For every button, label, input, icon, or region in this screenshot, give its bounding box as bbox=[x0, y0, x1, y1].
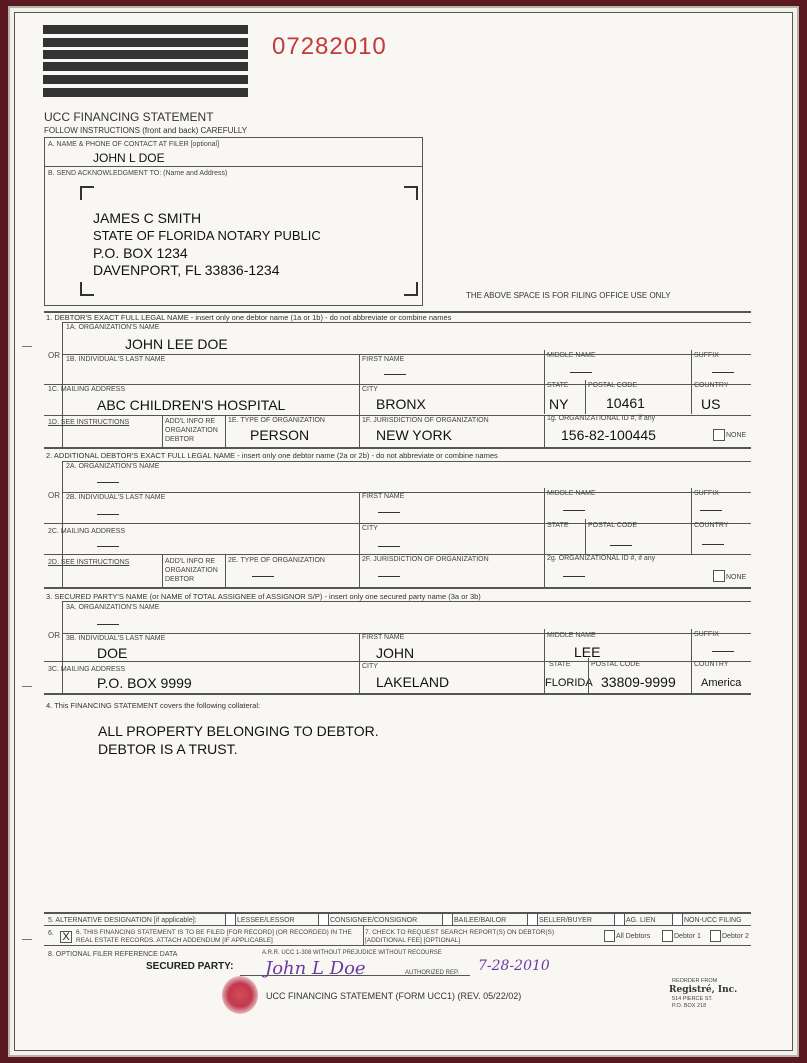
debtor-none-checkbox[interactable] bbox=[713, 429, 725, 441]
secured-country-label: COUNTRY bbox=[694, 661, 729, 668]
debtor-title: 1. DEBTOR'S EXACT FULL LEGAL NAME - insert only one debtor name (1a or 1b) - do not abbreviate or combine names bbox=[46, 313, 452, 322]
blank-dash bbox=[97, 624, 119, 625]
addl-none-label: NONE bbox=[726, 574, 747, 581]
divider bbox=[691, 488, 692, 523]
debtor-org-label: 1A. ORGANIZATION'S NAME bbox=[66, 324, 160, 331]
debtor-postal-value[interactable]: 10461 bbox=[606, 395, 645, 411]
divider bbox=[363, 925, 364, 945]
divider bbox=[44, 945, 751, 946]
checkbox[interactable] bbox=[604, 930, 615, 942]
alt-option: NON-UCC FILING bbox=[684, 917, 742, 924]
debtor-none-label: NONE bbox=[726, 432, 747, 439]
section-rule bbox=[44, 693, 751, 695]
divider bbox=[544, 488, 545, 523]
corner-mark bbox=[80, 186, 94, 200]
debtor-orgid-value[interactable]: 156-82-100445 bbox=[561, 427, 656, 443]
debtor-juris-label: 1F. JURISDICTION OF ORGANIZATION bbox=[362, 417, 489, 424]
divider bbox=[162, 554, 163, 587]
margin-tick bbox=[22, 346, 32, 347]
addl-city-label: CITY bbox=[362, 525, 378, 532]
divider bbox=[544, 350, 545, 384]
real-estate-label: 6. THIS FINANCING STATEMENT IS TO BE FILED [FOR RECORD] (OR RECORDED) IN THE REAL ESTATE RECORDS. ATTACH ADDENDUM [IF APPLICABLE] bbox=[76, 929, 352, 944]
or-label: OR bbox=[48, 631, 60, 640]
search-report-label: 7. CHECK TO REQUEST SEARCH REPORT(S) ON DEBTOR(S) [ADDITIONAL FEE] [OPTIONAL] bbox=[365, 929, 555, 944]
blank-dash bbox=[563, 576, 585, 577]
secured-postal-label: POSTAL CODE bbox=[591, 661, 641, 668]
blank-dash bbox=[97, 482, 119, 483]
addl-postal-label: POSTAL CODE bbox=[588, 522, 638, 529]
header-bar bbox=[43, 50, 248, 59]
blank-dash bbox=[700, 510, 722, 511]
divider bbox=[62, 601, 63, 693]
divider bbox=[62, 322, 751, 323]
blank-dash bbox=[610, 545, 632, 546]
blank-dash bbox=[378, 546, 400, 547]
signature-date[interactable]: 7-28-2010 bbox=[478, 958, 550, 974]
alt-designation-label: 5. ALTERNATIVE DESIGNATION [if applicable]: bbox=[48, 917, 197, 924]
secured-last-value[interactable]: DOE bbox=[97, 645, 128, 661]
debtor-last-label: 1B. INDIVIDUAL'S LAST NAME bbox=[66, 356, 166, 363]
form-title: UCC FINANCING STATEMENT bbox=[44, 110, 214, 124]
addl-middle-label: MIDDLE NAME bbox=[547, 490, 596, 497]
debtor-postal-label: POSTAL CODE bbox=[588, 382, 638, 389]
debtor-org-value[interactable]: JOHN LEE DOE bbox=[125, 336, 228, 352]
debtor-mail-label: 1C. MAILING ADDRESS bbox=[48, 386, 126, 393]
alt-option: AG. LIEN bbox=[626, 917, 656, 924]
secured-title: 3. SECURED PARTY'S NAME (or NAME of TOTAL ASSIGNEE of ASSIGNOR S/P) - insert only one secured party name (3a or 3b) bbox=[46, 592, 481, 601]
blank-dash bbox=[378, 512, 400, 513]
divider bbox=[691, 350, 692, 384]
checkbox[interactable] bbox=[710, 930, 721, 942]
divider bbox=[585, 519, 586, 554]
debtor-suffix-label: SUFFIX bbox=[694, 352, 719, 359]
addl-mail-label: 2C. MAILING ADDRESS bbox=[48, 528, 126, 535]
thumbprint-icon bbox=[222, 976, 258, 1014]
company-address-1: 514 PIERCE ST. bbox=[672, 996, 713, 1002]
divider bbox=[44, 661, 751, 662]
divider bbox=[359, 492, 360, 587]
addl-org-label: 2A. ORGANIZATION'S NAME bbox=[66, 463, 160, 470]
secured-first-value[interactable]: JOHN bbox=[376, 645, 415, 661]
divider bbox=[44, 384, 751, 385]
addl-orgid-label: 2g. ORGANIZATIONAL ID #, if any bbox=[547, 555, 656, 562]
filing-office-note: THE ABOVE SPACE IS FOR FILING OFFICE USE ONLY bbox=[466, 291, 671, 300]
debtor-option: All Debtors bbox=[616, 933, 651, 940]
secured-country-value[interactable]: America bbox=[701, 677, 742, 689]
secured-first-label: FIRST NAME bbox=[362, 634, 405, 641]
alt-option: SELLER/BUYER bbox=[539, 917, 592, 924]
debtor-middle-label: MIDDLE NAME bbox=[547, 352, 596, 359]
collateral-line1[interactable]: ALL PROPERTY BELONGING TO DEBTOR. bbox=[98, 723, 379, 739]
addl-debtor-title: 2. ADDITIONAL DEBTOR'S EXACT FULL LEGAL NAME - insert only one debtor name (2a or 2b) - do not abbreviate or combine names bbox=[46, 451, 498, 460]
blank-dash bbox=[252, 576, 274, 577]
or-label: OR bbox=[48, 491, 60, 500]
divider bbox=[544, 380, 545, 414]
header-bar bbox=[43, 25, 248, 34]
blank-dash bbox=[97, 514, 119, 515]
corner-mark bbox=[404, 186, 418, 200]
debtor-state-label: STATE bbox=[547, 382, 569, 389]
blank-dash bbox=[384, 374, 406, 375]
debtor-country-label: COUNTRY bbox=[694, 382, 729, 389]
reorder-label: REORDER FROM bbox=[672, 978, 718, 984]
section-rule bbox=[44, 587, 751, 589]
header-bar bbox=[43, 75, 248, 84]
signature[interactable]: John L Doe bbox=[265, 958, 366, 979]
divider bbox=[44, 523, 751, 524]
real-estate-checkbox[interactable]: X bbox=[60, 931, 72, 943]
blank-dash bbox=[702, 544, 724, 545]
blank-dash bbox=[570, 372, 592, 373]
alt-option: LESSEE/LESSOR bbox=[237, 917, 295, 924]
divider bbox=[544, 519, 545, 554]
secured-last-label: 3B. INDIVIDUAL'S LAST NAME bbox=[66, 635, 166, 642]
divider bbox=[691, 380, 692, 414]
debtor-option: Debtor 1 bbox=[674, 933, 701, 940]
debtor-orgid-label: 1g. ORGANIZATIONAL ID #, if any bbox=[547, 415, 656, 422]
debtor-first-label: FIRST NAME bbox=[362, 356, 405, 363]
divider bbox=[62, 461, 63, 587]
secured-mail-value[interactable]: P.O. BOX 9999 bbox=[97, 675, 192, 691]
secured-postal-value[interactable]: 33809-9999 bbox=[601, 674, 676, 690]
header-bar bbox=[43, 38, 248, 47]
addl-suffix-label: SUFFIX bbox=[694, 490, 719, 497]
secured-party-label: SECURED PARTY: bbox=[146, 961, 234, 972]
divider bbox=[691, 658, 692, 693]
alt-option: CONSIGNEE/CONSIGNOR bbox=[330, 917, 418, 924]
debtor-addl-label: ADD'L INFO RE ORGANIZATION DEBTOR bbox=[165, 418, 218, 443]
divider bbox=[44, 166, 422, 167]
addl-see-instructions[interactable]: 2D. SEE INSTRUCTIONS bbox=[48, 559, 130, 566]
secured-state-label: STATE bbox=[549, 661, 571, 668]
blank-dash bbox=[97, 546, 119, 547]
form-name: UCC FINANCING STATEMENT (FORM UCC1) (REV. 05/22/02) bbox=[266, 991, 522, 1001]
secured-middle-label: MIDDLE NAME bbox=[547, 632, 596, 639]
divider bbox=[359, 633, 360, 693]
authorized-label: AUTHORIZED REP. bbox=[405, 970, 459, 976]
blank-dash bbox=[378, 576, 400, 577]
addl-type-label: 2E. TYPE OF ORGANIZATION bbox=[228, 557, 325, 564]
file-number: 07282010 bbox=[272, 33, 387, 60]
debtor-juris-value[interactable]: NEW YORK bbox=[376, 427, 452, 443]
margin-tick bbox=[22, 686, 32, 687]
divider bbox=[544, 629, 545, 661]
secured-state-value[interactable]: FLORIDA bbox=[545, 677, 593, 689]
collateral-label: 4. This FINANCING STATEMENT covers the following collateral: bbox=[46, 701, 261, 710]
debtor-type-value[interactable]: PERSON bbox=[250, 427, 310, 443]
divider bbox=[544, 554, 545, 587]
secured-org-label: 3A. ORGANIZATION'S NAME bbox=[66, 604, 160, 611]
filer-contact-label: A. NAME & PHONE OF CONTACT AT FILER [optional] bbox=[48, 141, 220, 148]
divider bbox=[62, 601, 751, 602]
addl-juris-label: 2F. JURISDICTION OF ORGANIZATION bbox=[362, 556, 489, 563]
debtor-option: Debtor 2 bbox=[722, 933, 749, 940]
or-label: OR bbox=[48, 351, 60, 360]
divider bbox=[691, 629, 692, 661]
arr-note: A.R.R. UCC 1-308 WITHOUT PREJUDICE WITHOUT RECOURSE bbox=[262, 950, 442, 956]
divider bbox=[544, 415, 545, 447]
checkbox[interactable] bbox=[662, 930, 673, 942]
form-instructions: FOLLOW INSTRUCTIONS (front and back) CAREFULLY bbox=[44, 126, 248, 135]
divider bbox=[225, 554, 226, 587]
ack-line2: STATE OF FLORIDA NOTARY PUBLIC bbox=[93, 228, 321, 243]
divider bbox=[62, 492, 751, 493]
divider bbox=[691, 519, 692, 554]
secured-city-value[interactable]: LAKELAND bbox=[376, 674, 450, 690]
debtor-city-value[interactable]: BRONX bbox=[376, 396, 426, 412]
divider bbox=[588, 658, 589, 693]
header-bar bbox=[43, 88, 248, 97]
secured-city-label: CITY bbox=[362, 663, 378, 670]
debtor-type-label: 1E. TYPE OF ORGANIZATION bbox=[228, 417, 325, 424]
divider bbox=[359, 354, 360, 447]
divider bbox=[44, 925, 751, 926]
header-bar bbox=[43, 62, 248, 71]
addl-country-label: COUNTRY bbox=[694, 522, 729, 529]
section-rule bbox=[44, 447, 751, 449]
divider bbox=[62, 354, 751, 355]
blank-dash bbox=[712, 651, 734, 652]
corner-mark bbox=[404, 282, 418, 296]
debtor-state-value[interactable]: NY bbox=[549, 396, 569, 412]
debtor-country-value[interactable]: US bbox=[701, 396, 721, 412]
addl-first-label: FIRST NAME bbox=[362, 493, 405, 500]
filer-reference-label: 8. OPTIONAL FILER REFERENCE DATA bbox=[48, 951, 178, 958]
addl-addl-label: ADD'L INFO RE ORGANIZATION DEBTOR bbox=[165, 558, 218, 583]
addl-none-checkbox[interactable] bbox=[713, 570, 725, 582]
company-name: Registré, Inc. bbox=[669, 985, 738, 995]
divider bbox=[62, 633, 751, 634]
company-address-2: P.O. BOX 218 bbox=[672, 1003, 707, 1009]
debtor-see-instructions[interactable]: 1D. SEE INSTRUCTIONS bbox=[48, 419, 130, 426]
divider bbox=[585, 380, 586, 414]
divider bbox=[162, 415, 163, 447]
debtor-mail-value[interactable]: ABC CHILDREN'S HOSPITAL bbox=[97, 397, 286, 413]
margin-tick bbox=[22, 939, 32, 940]
addl-last-label: 2B. INDIVIDUAL'S LAST NAME bbox=[66, 494, 166, 501]
corner-mark bbox=[80, 282, 94, 296]
collateral-line2[interactable]: DEBTOR IS A TRUST. bbox=[98, 741, 238, 757]
secured-suffix-label: SUFFIX bbox=[694, 631, 719, 638]
blank-dash bbox=[563, 510, 585, 511]
filer-contact-value[interactable]: JOHN L DOE bbox=[93, 151, 165, 165]
section-rule bbox=[44, 912, 751, 914]
ack-name: JAMES C SMITH bbox=[93, 210, 202, 226]
blank-dash bbox=[712, 372, 734, 373]
secured-middle-value[interactable]: LEE bbox=[574, 644, 601, 660]
addl-state-label: STATE bbox=[547, 522, 569, 529]
divider bbox=[225, 415, 226, 447]
secured-mail-label: 3C. MAILING ADDRESS bbox=[48, 666, 126, 673]
ack-line3: P.O. BOX 1234 bbox=[93, 245, 188, 261]
divider bbox=[62, 461, 751, 462]
debtor-city-label: CITY bbox=[362, 386, 378, 393]
ack-line4: DAVENPORT, FL 33836-1234 bbox=[93, 262, 280, 278]
ack-label: B. SEND ACKNOWLEDGMENT TO: (Name and Address) bbox=[48, 170, 228, 177]
alt-option: BAILEE/BAILOR bbox=[454, 917, 507, 924]
